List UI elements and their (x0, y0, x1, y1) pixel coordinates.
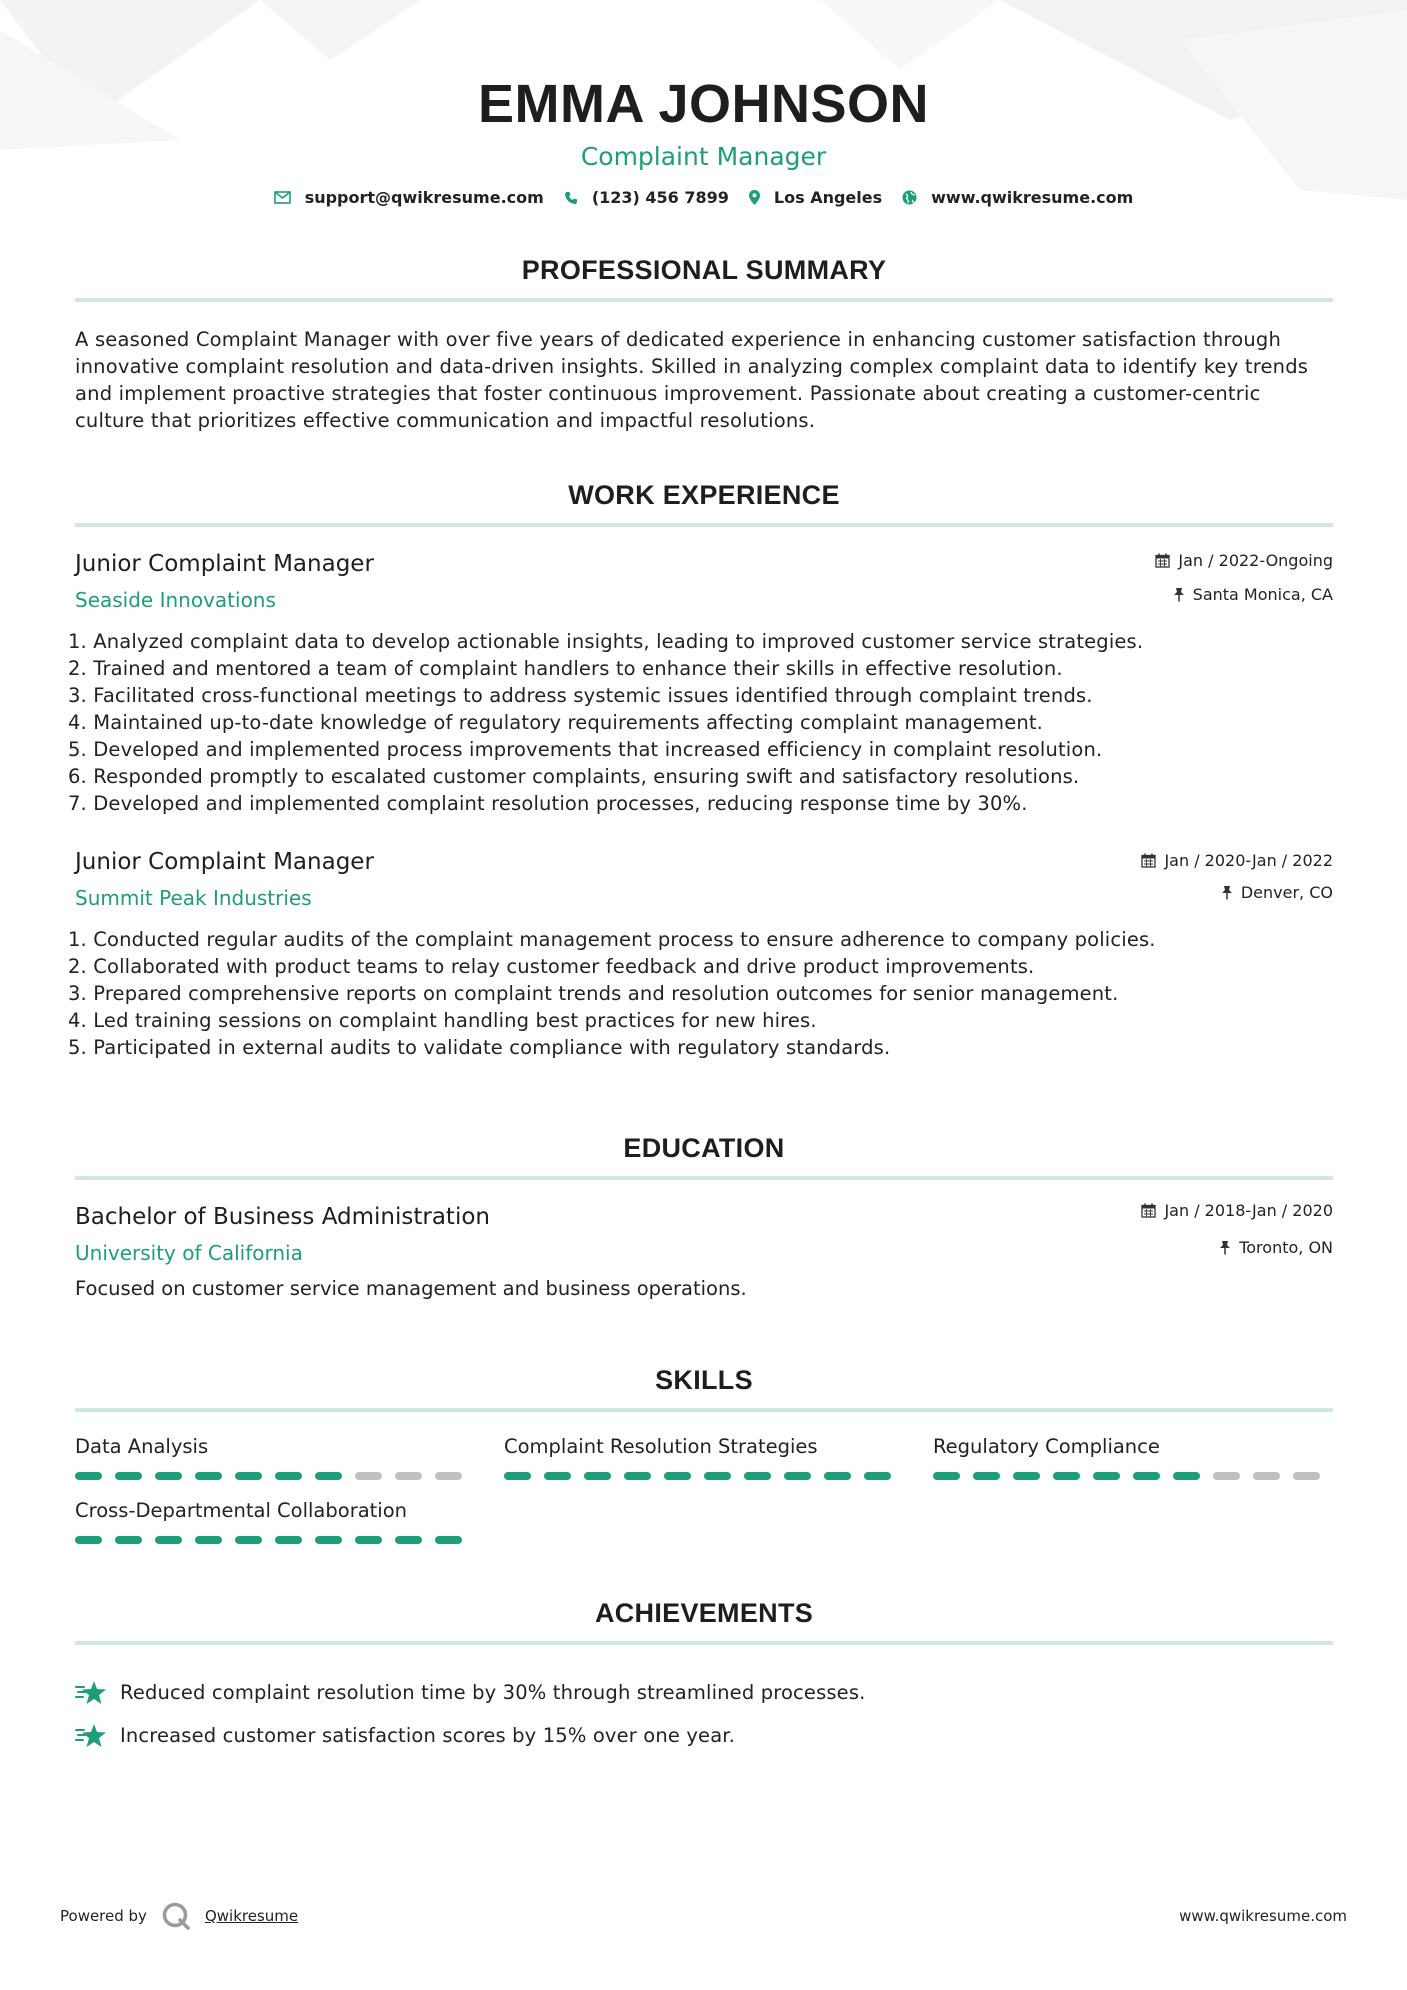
skill-name: Cross-Departmental Collaboration (75, 1499, 408, 1522)
achievement-text: Increased customer satisfaction scores by 15% over one year. (120, 1724, 736, 1747)
skill-dash-filled (584, 1472, 611, 1480)
skill-dash-filled (624, 1472, 651, 1480)
education-degree: Bachelor of Business Administration (75, 1204, 490, 1230)
qwikresume-link[interactable]: Qwikresume (204, 1907, 299, 1925)
skill-dash-filled (115, 1536, 142, 1544)
job-company: Seaside Innovations (75, 588, 276, 612)
contact-phone[interactable] (564, 188, 729, 207)
map-marker-icon (749, 190, 760, 205)
candidate-name: EMMA JOHNSON (477, 74, 930, 134)
skills-title: SKILLS (655, 1365, 753, 1395)
skill-dash-filled (973, 1472, 1000, 1480)
job-dates (1155, 551, 1333, 570)
skill-dash-empty (355, 1472, 382, 1480)
job-bullet: 2. Trained and mentored a team of complaint handlers to enhance their skills in effective resolution. (68, 657, 1063, 680)
skill-dash-filled (195, 1472, 222, 1480)
envelope-icon (274, 191, 291, 204)
skill-dash-empty (435, 1472, 462, 1480)
skill-dash-filled (315, 1472, 342, 1480)
contact-location-text: Los Angeles (773, 188, 883, 207)
calendar-icon (1155, 553, 1170, 568)
job-title: Junior Complaint Manager (75, 849, 374, 875)
section-divider (75, 1408, 1333, 1412)
achievements-section (75, 1595, 1333, 1757)
education-location-text: Toronto, ON (1239, 1238, 1333, 1257)
job-bullet: 1. Conducted regular audits of the complaint management process to ensure adherence to company policies. (68, 928, 1156, 951)
education-dates (1141, 1201, 1333, 1220)
skill-level-bar (75, 1472, 475, 1480)
job-bullet: 4. Led training sessions on complaint handling best practices for new hires. (68, 1009, 817, 1032)
pushpin-icon (1219, 1240, 1231, 1255)
job-title: Junior Complaint Manager (75, 551, 374, 577)
qwikresume-logo-icon (161, 1901, 191, 1931)
skill-dash-filled (704, 1472, 731, 1480)
job-bullet: 3. Prepared comprehensive reports on complaint trends and resolution outcomes for senior management. (68, 982, 1119, 1005)
summary-title: PROFESSIONAL SUMMARY (521, 255, 887, 285)
skill-dash-filled (195, 1536, 222, 1544)
calendar-icon (1141, 1203, 1156, 1218)
job-location (1221, 883, 1333, 902)
pushpin-icon (1173, 587, 1185, 602)
skill-item (504, 1434, 904, 1480)
job-dates-text: Jan / 2022-Ongoing (1178, 551, 1333, 570)
education-dates-text: Jan / 2018-Jan / 2020 (1164, 1201, 1333, 1220)
job-location (1173, 585, 1333, 604)
skill-level-bar (933, 1472, 1333, 1480)
education-school: University of California (75, 1241, 303, 1265)
skill-dash-filled (355, 1536, 382, 1544)
pushpin-icon (1221, 885, 1233, 900)
skill-dash-filled (1173, 1472, 1200, 1480)
job-bullet: 4. Maintained up-to-date knowledge of regulatory requirements affecting complaint management. (68, 711, 1043, 734)
skill-name: Data Analysis (75, 1435, 209, 1458)
skill-dash-filled (315, 1536, 342, 1544)
calendar-icon (1141, 853, 1156, 868)
job-bullet: 6. Responded promptly to escalated customer complaints, ensuring swift and satisfactory resolutions. (68, 765, 1080, 788)
contact-website-text: www.qwikresume.com (931, 188, 1134, 207)
powered-by-label: Powered by (60, 1907, 147, 1925)
skill-dash-filled (544, 1472, 571, 1480)
skill-item (933, 1434, 1333, 1480)
skill-name: Complaint Resolution Strategies (504, 1435, 818, 1458)
skill-dash-filled (1133, 1472, 1160, 1480)
job-bullet: 1. Analyzed complaint data to develop actionable insights, leading to improved customer service strategies. (68, 630, 1144, 653)
job-entry (68, 847, 1333, 1061)
skill-dash-filled (155, 1472, 182, 1480)
skill-dash-empty (395, 1472, 422, 1480)
achievements-title: ACHIEVEMENTS (594, 1598, 814, 1628)
candidate-role: Complaint Manager (580, 142, 827, 171)
skill-dash-filled (1093, 1472, 1120, 1480)
contact-email-text: support@qwikresume.com (304, 188, 544, 207)
contact-phone-text: (123) 456 7899 (591, 188, 729, 207)
skill-dash-filled (275, 1536, 302, 1544)
education-section (75, 1130, 1333, 1302)
job-dates (1141, 851, 1333, 870)
contact-website[interactable] (902, 188, 1133, 207)
skill-level-bar (75, 1536, 475, 1544)
achievement-item (75, 1714, 1333, 1757)
skills-grid (75, 1434, 1333, 1574)
experience-title: WORK EXPERIENCE (568, 480, 840, 510)
job-company: Summit Peak Industries (75, 886, 312, 910)
skill-name: Regulatory Compliance (933, 1435, 1160, 1458)
summary-section (75, 252, 1333, 434)
job-bullet: 3. Facilitated cross-functional meetings to address systemic issues identified through complaint trends. (68, 684, 1093, 707)
skill-dash-filled (744, 1472, 771, 1480)
education-title: EDUCATION (623, 1133, 785, 1163)
skill-level-bar (504, 1472, 904, 1480)
job-bullet: 5. Participated in external audits to validate compliance with regulatory standards. (68, 1036, 891, 1059)
skill-dash-filled (155, 1536, 182, 1544)
skill-dash-filled (235, 1536, 262, 1544)
globe-icon (902, 190, 917, 205)
job-bullets (68, 926, 1333, 1061)
achievement-text: Reduced complaint resolution time by 30% through streamlined processes. (120, 1681, 866, 1704)
phone-icon (564, 191, 578, 205)
education-location (1219, 1238, 1333, 1257)
section-divider (75, 1176, 1333, 1180)
skill-dash-filled (664, 1472, 691, 1480)
job-bullet: 2. Collaborated with product teams to relay customer feedback and drive product improvements. (68, 955, 1035, 978)
job-dates-text: Jan / 2020-Jan / 2022 (1164, 851, 1333, 870)
skill-dash-filled (115, 1472, 142, 1480)
skill-dash-empty (1253, 1472, 1280, 1480)
contact-email[interactable] (274, 188, 544, 207)
job-location-text: Santa Monica, CA (1192, 585, 1333, 604)
experience-section (68, 477, 1333, 1061)
job-entry (68, 549, 1333, 817)
achievement-item (75, 1671, 1333, 1714)
achievements-list (75, 1671, 1333, 1757)
resume-header (0, 0, 1407, 207)
skill-dash-filled (504, 1472, 531, 1480)
skill-item (75, 1498, 475, 1544)
skill-dash-filled (824, 1472, 851, 1480)
footer-url[interactable]: www.qwikresume.com (1179, 1907, 1347, 1925)
footer-powered-by (60, 1901, 298, 1931)
skill-dash-filled (395, 1536, 422, 1544)
skill-dash-empty (1293, 1472, 1320, 1480)
page-footer (60, 1896, 1347, 1936)
education-description: Focused on customer service management and business operations. (75, 1277, 747, 1300)
skill-dash-filled (435, 1536, 462, 1544)
section-divider (75, 298, 1333, 302)
star-icon (75, 1723, 108, 1749)
summary-text: A seasoned Complaint Manager with over five years of dedicated experience in enhancing customer satisfaction through innovative complaint resolution and data-driven insights. Skilled in analyzing complex complaint data to identify key trends and implement proactive strategies that foster continuous improvement. Passionate about creating a customer-centric culture that prioritizes effective communication and impactful resolutions. (75, 328, 1309, 432)
contact-location (749, 188, 882, 207)
skill-dash-filled (235, 1472, 262, 1480)
skills-section (75, 1362, 1333, 1574)
education-entry (75, 1202, 1333, 1302)
section-divider (75, 523, 1333, 527)
skill-dash-filled (75, 1536, 102, 1544)
job-location-text: Denver, CO (1240, 883, 1333, 902)
skill-dash-filled (1053, 1472, 1080, 1480)
section-divider (75, 1641, 1333, 1645)
job-bullets (68, 628, 1333, 817)
skill-dash-filled (784, 1472, 811, 1480)
skill-dash-filled (933, 1472, 960, 1480)
contact-bar (0, 188, 1407, 207)
skill-dash-filled (864, 1472, 891, 1480)
skill-item (75, 1434, 475, 1480)
skill-dash-filled (75, 1472, 102, 1480)
skill-dash-empty (1213, 1472, 1240, 1480)
skill-dash-filled (275, 1472, 302, 1480)
star-icon (75, 1680, 108, 1706)
job-bullet: 7. Developed and implemented complaint resolution processes, reducing response time by 30%. (68, 792, 1028, 815)
skill-dash-filled (1013, 1472, 1040, 1480)
job-bullet: 5. Developed and implemented process improvements that increased efficiency in complaint resolution. (68, 738, 1103, 761)
